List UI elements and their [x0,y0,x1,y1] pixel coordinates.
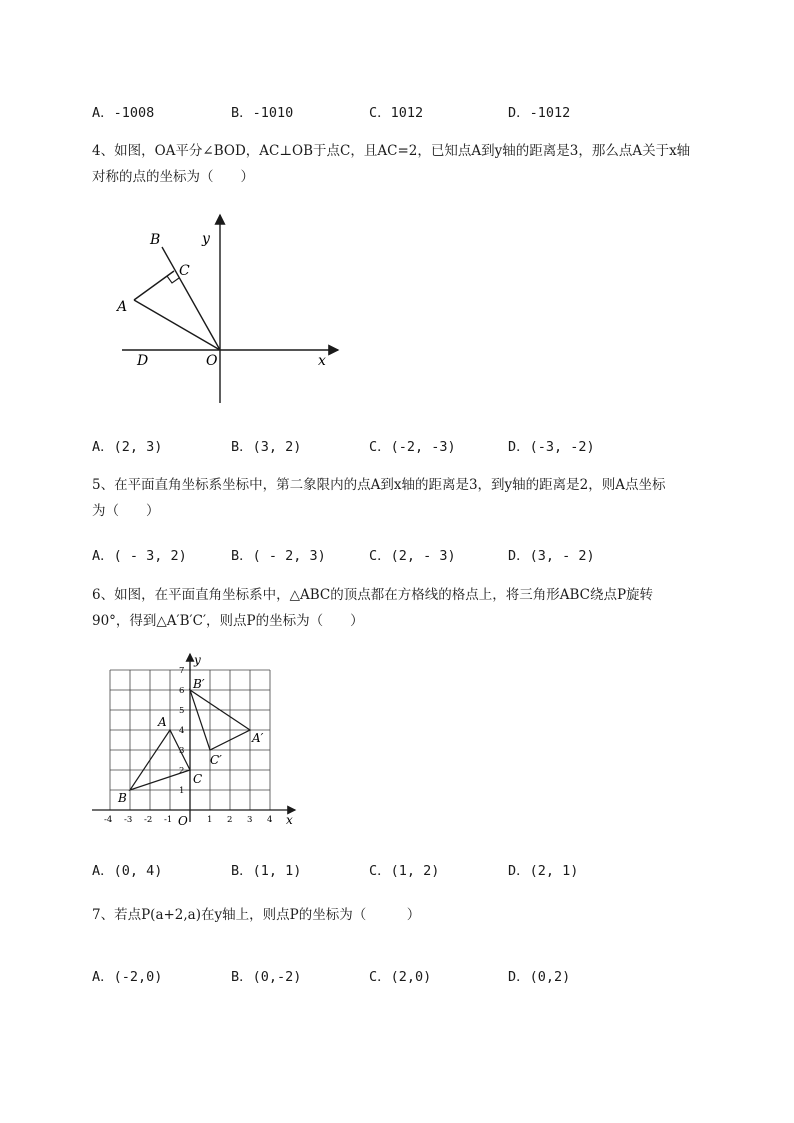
q6-y-tick-label: 6 [179,686,185,696]
q7-option-c: C．(2,0) [369,969,432,985]
q6-x-tick-label: 4 [267,815,273,825]
q4-figure [110,205,350,410]
q7-line-1: 7、若点P(a+2,a)在y轴上，则点P的坐标为（ ） [92,907,421,923]
q4-option-a: A．(2, 3) [92,439,163,455]
q4-segment-ob [162,247,220,350]
q6-triangle-abc [130,730,190,790]
q5-option-d: D．(3, - 2) [508,548,595,564]
q4-option-d: D．(-3, -2) [508,439,595,455]
q6-label-a1: A′ [252,731,264,745]
q6-figure [90,650,305,830]
q5-option-b: B．( - 2, 3) [231,548,326,564]
q7-question [92,902,742,928]
q6-y-tick-label: 3 [179,746,185,756]
q6-y-tick-label: 4 [179,726,185,736]
q4-label-c: C [179,263,190,279]
q3-option-a: A．-1008 [92,105,155,121]
q6-x-tick-label: -4 [104,815,113,825]
q4-line-1: 4、如图，OA平分∠BOD，AC⊥OB于点C，且AC=2，已知点A到y轴的距离是3，那么点A关于x轴 [92,143,691,159]
q6-triangle-a1b1c1 [190,690,250,750]
q6-label-x: x [286,813,293,827]
q6-line-1: 6、如图，在平面直角坐标系中，△ABC的顶点都在方格线的格点上，将三角形ABC绕点P旋转 [92,587,654,603]
q6-label-y: y [194,653,201,667]
q4-label-d: D [137,353,149,369]
q5-option-a: A．( - 3, 2) [92,548,187,564]
q3-option-b: B．-1010 [231,105,294,121]
q6-x-tick-label: 2 [227,815,233,825]
q6-y-tick-label: 5 [179,706,185,716]
q6-x-tick-label: -1 [164,815,173,825]
q6-label-a: A [158,715,167,729]
q4-label-a: A [117,299,128,315]
q6-y-tick-label: 1 [179,786,185,796]
q4-label-y: y [202,231,210,247]
q6-question [92,582,742,634]
q6-option-b: B．(1, 1) [231,863,302,879]
q6-y-ticks [179,666,184,796]
q3-option-c: C．1012 [369,105,424,121]
q6-y-tick-label: 7 [179,666,185,676]
q7-option-a: A．(-2,0) [92,969,163,985]
q6-option-d: D．(2, 1) [508,863,579,879]
q6-x-tick-label: 1 [207,815,213,825]
q4-label-x: x [318,353,326,369]
q6-x-tick-label: -2 [144,815,153,825]
q6-label-b1: B′ [193,677,205,691]
q6-x-ticks [104,815,272,825]
q4-option-b: B．(3, 2) [231,439,302,455]
q4-line-2: 对称的点的坐标为（ ） [92,169,254,185]
q6-x-tick-label: -3 [124,815,133,825]
q7-option-d: D．(0,2) [508,969,571,985]
q4-segment-ac [134,271,174,300]
q6-x-tick-label: 3 [247,815,253,825]
q4-option-c: C．(-2, -3) [369,439,456,455]
q6-y-tick-label: 2 [179,766,185,776]
q6-option-c: C．(1, 2) [369,863,440,879]
q4-right-angle-mark [167,276,179,283]
q6-line-2: 90°，得到△A′B′C′，则点P的坐标为（ ） [92,613,364,629]
q6-label-c1: C′ [210,753,222,767]
q6-label-c: C [193,772,203,786]
q4-segment-oa [134,300,220,350]
q6-label-o: O [178,814,188,828]
q6-option-a: A．(0, 4) [92,863,163,879]
q4-question [92,138,742,190]
q5-line-1: 5、在平面直角坐标系坐标中，第二象限内的点A到x轴的距离是3，到y轴的距离是2，则A点坐标 [92,477,666,493]
q5-option-c: C．(2, - 3) [369,548,456,564]
q5-question [92,472,742,524]
q4-label-b: B [150,232,161,248]
q3-option-d: D．-1012 [508,105,571,121]
q4-label-o: O [206,353,218,369]
q5-line-2: 为（ ） [92,503,160,519]
q7-option-b: B．(0,-2) [231,969,302,985]
q6-label-b: B [118,791,127,805]
